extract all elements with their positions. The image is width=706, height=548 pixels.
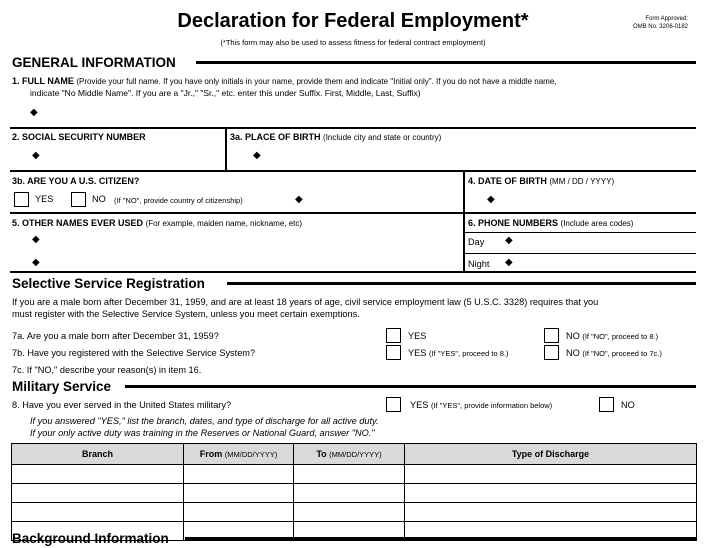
col-from-title: From (199, 449, 223, 459)
full-name-note: (Provide your full name. If you have only initials in your name, provide them and indicate "Initial only". If you do not have a middle name, (76, 77, 557, 86)
table-row (12, 465, 697, 484)
selective-service-heading: Selective Service Registration (12, 276, 205, 291)
omb-approved: Form Approved: (645, 16, 688, 22)
full-name-label (12, 76, 557, 86)
question-7a: 7a. Are you a male born after December 31, 1959? (12, 331, 219, 341)
col-discharge: Type of Discharge (405, 444, 697, 465)
phone-numbers-note: (Include area codes) (560, 219, 634, 228)
7a-no-label (566, 331, 658, 341)
8-yes-note: (If "YES", provide information below) (430, 401, 553, 410)
7b-no-checkbox[interactable] (544, 345, 559, 360)
full-name-field[interactable]: ◆ (30, 107, 38, 118)
other-names-title: 5. OTHER NAMES EVER USED (12, 218, 144, 228)
section-rule (196, 61, 696, 64)
other-names-field-2[interactable]: ◆ (32, 257, 40, 268)
divider (10, 212, 696, 214)
military-instruction-1: If you answered "YES," list the branch, dates, and type of discharge for all active duty. (30, 416, 379, 426)
table-row (12, 484, 697, 503)
place-of-birth-label (230, 132, 441, 142)
7b-yes-label (408, 348, 508, 358)
7b-yes-note: (If "YES", proceed to 8.) (428, 349, 509, 358)
branch-cell[interactable] (12, 484, 184, 503)
divider (10, 127, 696, 129)
col-from-note: (MM/DD/YYYY) (224, 450, 278, 459)
citizenship-country-field[interactable]: ◆ (295, 194, 303, 205)
ssn-label: 2. SOCIAL SECURITY NUMBER (12, 132, 146, 142)
date-of-birth-title: 4. DATE OF BIRTH (468, 176, 547, 186)
military-instruction-2: If your only active duty was training in the Reserves or National Guard, answer "NO." (30, 428, 375, 438)
7a-no-checkbox[interactable] (544, 328, 559, 343)
from-cell[interactable] (184, 503, 294, 522)
selective-intro-line1: If you are a male born after December 31, 1959, and are at least 18 years of age, civil service employment law (5 U.S.C. 3328) requires that you (12, 297, 599, 307)
to-cell[interactable] (294, 465, 405, 484)
question-7b: 7b. Have you registered with the Selective Service System? (12, 348, 256, 358)
divider (10, 271, 696, 273)
from-cell[interactable] (184, 484, 294, 503)
divider (10, 170, 696, 172)
discharge-cell[interactable] (405, 484, 697, 503)
full-name-note-line2: indicate "No Middle Name". If you are a "Jr.," "Sr.," etc. enter this under Suffix. First, Middle, Last, Suffix) (30, 88, 421, 98)
background-information-heading: Background Information (12, 531, 169, 546)
to-cell[interactable] (294, 484, 405, 503)
from-cell[interactable] (184, 465, 294, 484)
question-7c: 7c. If "NO," describe your reason(s) in item 16. (12, 365, 202, 375)
section-rule (185, 537, 696, 540)
phone-night-field[interactable]: ◆ (505, 257, 513, 268)
col-to-title: To (316, 449, 327, 459)
divider-vertical (463, 170, 465, 271)
7b-no-text: NO (566, 348, 580, 358)
phone-night-label: Night (468, 259, 490, 269)
place-of-birth-title: 3a. PLACE OF BIRTH (230, 132, 321, 142)
form-subtitle: (*This form may also be used to assess fitness for federal contract employment) (220, 38, 486, 47)
table-header-row (12, 444, 697, 465)
divider-vertical (225, 127, 227, 170)
divider (463, 232, 696, 233)
7b-yes-checkbox[interactable] (386, 345, 401, 360)
citizen-no-checkbox[interactable] (71, 192, 86, 207)
to-cell[interactable] (294, 503, 405, 522)
col-from (184, 444, 294, 465)
place-of-birth-note: (Include city and state or country) (323, 133, 442, 142)
military-service-heading: Military Service (12, 379, 112, 394)
col-to-note: (MM/DD/YYYY) (329, 450, 382, 459)
phone-day-field[interactable]: ◆ (505, 235, 513, 246)
citizen-no-label: NO (92, 194, 106, 204)
7b-yes-text: YES (408, 348, 427, 358)
8-yes-checkbox[interactable] (386, 397, 401, 412)
branch-cell[interactable] (12, 503, 184, 522)
military-service-table (11, 443, 697, 541)
other-names-note: (For example, maiden name, nickname, etc) (145, 219, 303, 228)
8-no-checkbox[interactable] (599, 397, 614, 412)
date-of-birth-label (468, 176, 614, 186)
7a-no-text: NO (566, 331, 580, 341)
7b-no-label (566, 348, 662, 358)
citizen-label: 3b. ARE YOU A U.S. CITIZEN? (12, 176, 140, 186)
8-yes-text: YES (410, 400, 429, 410)
8-yes-label (410, 400, 552, 410)
discharge-cell[interactable] (405, 503, 697, 522)
divider (463, 253, 696, 254)
7a-no-note: (If "NO", proceed to 8.) (582, 332, 659, 341)
7a-yes-checkbox[interactable] (386, 328, 401, 343)
citizen-yes-label: YES (35, 194, 54, 204)
ssn-field[interactable]: ◆ (32, 150, 40, 161)
phone-numbers-title: 6. PHONE NUMBERS (468, 218, 559, 228)
other-names-field-1[interactable]: ◆ (32, 234, 40, 245)
selective-intro-line2: must register with the Selective Service System, unless you meet certain exemptions. (12, 309, 360, 319)
omb-number: OMB No. 3206-0182 (632, 24, 688, 30)
branch-cell[interactable] (12, 465, 184, 484)
phone-numbers-label (468, 218, 633, 228)
place-of-birth-field[interactable]: ◆ (253, 150, 261, 161)
col-branch: Branch (12, 444, 184, 465)
discharge-cell[interactable] (405, 465, 697, 484)
date-of-birth-note: (MM / DD / YYYY) (549, 177, 615, 186)
question-8: 8. Have you ever served in the United States military? (12, 400, 232, 410)
citizen-yes-checkbox[interactable] (14, 192, 29, 207)
section-rule (227, 282, 696, 285)
7a-yes-label: YES (408, 331, 427, 341)
8-no-label: NO (621, 400, 635, 410)
general-information-heading: GENERAL INFORMATION (12, 55, 176, 70)
citizen-no-note: (If "NO", provide country of citizenship) (114, 196, 243, 205)
phone-day-label: Day (468, 237, 485, 247)
table-row (12, 503, 697, 522)
omb-info (588, 15, 688, 31)
section-rule (125, 385, 696, 388)
date-of-birth-field[interactable]: ◆ (487, 194, 495, 205)
form-title: Declaration for Federal Employment* (177, 10, 529, 32)
7b-no-note: (If "NO", proceed to 7c.) (582, 349, 662, 358)
other-names-label (12, 218, 302, 228)
col-to (294, 444, 405, 465)
full-name-title: 1. FULL NAME (12, 76, 74, 86)
